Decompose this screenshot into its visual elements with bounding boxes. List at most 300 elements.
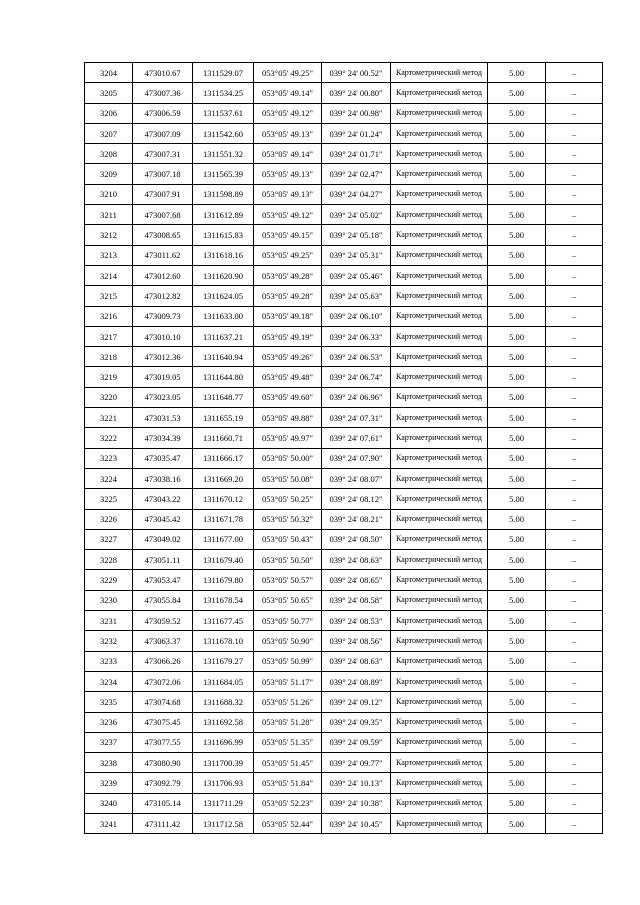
accuracy-cell: 5.00 — [488, 692, 546, 712]
y-coordinate-cell: 1311644.80 — [193, 367, 254, 387]
note-cell: – — [546, 123, 603, 143]
latitude-cell: 053°05' 50.32" — [254, 509, 322, 529]
table-row — [85, 631, 603, 651]
y-coordinate-cell: 1311615.83 — [193, 225, 254, 245]
accuracy-cell: 5.00 — [488, 671, 546, 691]
y-coordinate-cell: 1311648.77 — [193, 387, 254, 407]
point-number-cell: 3215 — [85, 286, 133, 306]
accuracy-cell: 5.00 — [488, 387, 546, 407]
table-body — [85, 63, 603, 834]
x-coordinate-cell: 473080.90 — [133, 753, 193, 773]
accuracy-cell: 5.00 — [488, 590, 546, 610]
accuracy-cell: 5.00 — [488, 468, 546, 488]
note-cell: – — [546, 205, 603, 225]
method-cell: Картометрический метод — [391, 509, 488, 529]
y-coordinate-cell: 1311633.00 — [193, 306, 254, 326]
accuracy-cell: 5.00 — [488, 184, 546, 204]
point-number-cell: 3221 — [85, 408, 133, 428]
longitude-cell: 039° 24' 07.31" — [322, 408, 391, 428]
method-cell: Картометрический метод — [391, 753, 488, 773]
point-number-cell: 3228 — [85, 550, 133, 570]
note-cell: – — [546, 509, 603, 529]
point-number-cell: 3217 — [85, 326, 133, 346]
method-cell: Картометрический метод — [391, 651, 488, 671]
note-cell: – — [546, 387, 603, 407]
method-cell: Картометрический метод — [391, 631, 488, 651]
longitude-cell: 039° 24' 05.63" — [322, 286, 391, 306]
x-coordinate-cell: 473074.68 — [133, 692, 193, 712]
note-cell: – — [546, 265, 603, 285]
table-row — [85, 651, 603, 671]
table-row — [85, 428, 603, 448]
table-row — [85, 448, 603, 468]
point-number-cell: 3224 — [85, 468, 133, 488]
point-number-cell: 3237 — [85, 732, 133, 752]
latitude-cell: 053°05' 50.90" — [254, 631, 322, 651]
note-cell: – — [546, 245, 603, 265]
latitude-cell: 053°05' 49.60" — [254, 387, 322, 407]
method-cell: Картометрический метод — [391, 529, 488, 549]
longitude-cell: 039° 24' 08.63" — [322, 550, 391, 570]
accuracy-cell: 5.00 — [488, 347, 546, 367]
method-cell: Картометрический метод — [391, 773, 488, 793]
accuracy-cell: 5.00 — [488, 529, 546, 549]
note-cell: – — [546, 590, 603, 610]
accuracy-cell: 5.00 — [488, 793, 546, 813]
note-cell: – — [546, 671, 603, 691]
method-cell: Картометрический метод — [391, 408, 488, 428]
accuracy-cell: 5.00 — [488, 428, 546, 448]
longitude-cell: 039° 24' 06.74" — [322, 367, 391, 387]
accuracy-cell: 5.00 — [488, 509, 546, 529]
y-coordinate-cell: 1311677.45 — [193, 611, 254, 631]
table-row — [85, 692, 603, 712]
x-coordinate-cell: 473007.91 — [133, 184, 193, 204]
note-cell: – — [546, 773, 603, 793]
point-number-cell: 3239 — [85, 773, 133, 793]
x-coordinate-cell: 473045.42 — [133, 509, 193, 529]
x-coordinate-cell: 473011.62 — [133, 245, 193, 265]
point-number-cell: 3229 — [85, 570, 133, 590]
latitude-cell: 053°05' 50.65" — [254, 590, 322, 610]
table-row — [85, 529, 603, 549]
point-number-cell: 3233 — [85, 651, 133, 671]
x-coordinate-cell: 473055.84 — [133, 590, 193, 610]
latitude-cell: 053°05' 52.44" — [254, 813, 322, 833]
point-number-cell: 3225 — [85, 489, 133, 509]
note-cell: – — [546, 550, 603, 570]
accuracy-cell: 5.00 — [488, 813, 546, 833]
x-coordinate-cell: 473007.18 — [133, 164, 193, 184]
point-number-cell: 3231 — [85, 611, 133, 631]
method-cell: Картометрический метод — [391, 245, 488, 265]
table-row — [85, 793, 603, 813]
x-coordinate-cell: 473031.53 — [133, 408, 193, 428]
y-coordinate-cell: 1311537.61 — [193, 103, 254, 123]
table-row — [85, 347, 603, 367]
point-number-cell: 3226 — [85, 509, 133, 529]
x-coordinate-cell: 473059.52 — [133, 611, 193, 631]
table-row — [85, 286, 603, 306]
note-cell: – — [546, 428, 603, 448]
method-cell: Картометрический метод — [391, 205, 488, 225]
note-cell: – — [546, 83, 603, 103]
method-cell: Картометрический метод — [391, 123, 488, 143]
note-cell: – — [546, 468, 603, 488]
table-row — [85, 671, 603, 691]
note-cell: – — [546, 753, 603, 773]
method-cell: Картометрический метод — [391, 63, 488, 83]
accuracy-cell: 5.00 — [488, 205, 546, 225]
table-row — [85, 773, 603, 793]
longitude-cell: 039° 24' 10.13" — [322, 773, 391, 793]
latitude-cell: 053°05' 49.25" — [254, 63, 322, 83]
method-cell: Картометрический метод — [391, 306, 488, 326]
y-coordinate-cell: 1311529.07 — [193, 63, 254, 83]
x-coordinate-cell: 473009.73 — [133, 306, 193, 326]
method-cell: Картометрический метод — [391, 570, 488, 590]
accuracy-cell: 5.00 — [488, 651, 546, 671]
x-coordinate-cell: 473007.09 — [133, 123, 193, 143]
latitude-cell: 053°05' 49.25" — [254, 245, 322, 265]
y-coordinate-cell: 1311660.71 — [193, 428, 254, 448]
method-cell: Картометрический метод — [391, 326, 488, 346]
accuracy-cell: 5.00 — [488, 773, 546, 793]
latitude-cell: 053°05' 49.12" — [254, 205, 322, 225]
latitude-cell: 053°05' 50.00" — [254, 448, 322, 468]
method-cell: Картометрический метод — [391, 813, 488, 833]
point-number-cell: 3204 — [85, 63, 133, 83]
point-number-cell: 3227 — [85, 529, 133, 549]
longitude-cell: 039° 24' 00.98" — [322, 103, 391, 123]
table-row — [85, 468, 603, 488]
note-cell: – — [546, 692, 603, 712]
longitude-cell: 039° 24' 05.46" — [322, 265, 391, 285]
point-number-cell: 3223 — [85, 448, 133, 468]
accuracy-cell: 5.00 — [488, 408, 546, 428]
latitude-cell: 053°05' 51.17" — [254, 671, 322, 691]
table-row — [85, 367, 603, 387]
longitude-cell: 039° 24' 09.12" — [322, 692, 391, 712]
method-cell: Картометрический метод — [391, 611, 488, 631]
method-cell: Картометрический метод — [391, 347, 488, 367]
table-row — [85, 184, 603, 204]
method-cell: Картометрический метод — [391, 712, 488, 732]
point-number-cell: 3222 — [85, 428, 133, 448]
x-coordinate-cell: 473006.59 — [133, 103, 193, 123]
table-row — [85, 509, 603, 529]
latitude-cell: 053°05' 51.35" — [254, 732, 322, 752]
point-number-cell: 3207 — [85, 123, 133, 143]
y-coordinate-cell: 1311666.17 — [193, 448, 254, 468]
table-row — [85, 205, 603, 225]
method-cell: Картометрический метод — [391, 793, 488, 813]
point-number-cell: 3216 — [85, 306, 133, 326]
accuracy-cell: 5.00 — [488, 144, 546, 164]
note-cell: – — [546, 611, 603, 631]
table-row — [85, 590, 603, 610]
accuracy-cell: 5.00 — [488, 286, 546, 306]
point-number-cell: 3234 — [85, 671, 133, 691]
longitude-cell: 039° 24' 01.24" — [322, 123, 391, 143]
method-cell: Картометрический метод — [391, 732, 488, 752]
point-number-cell: 3214 — [85, 265, 133, 285]
latitude-cell: 053°05' 50.08" — [254, 468, 322, 488]
x-coordinate-cell: 473111.42 — [133, 813, 193, 833]
longitude-cell: 039° 24' 05.02" — [322, 205, 391, 225]
x-coordinate-cell: 473012.60 — [133, 265, 193, 285]
accuracy-cell: 5.00 — [488, 326, 546, 346]
longitude-cell: 039° 24' 04.27" — [322, 184, 391, 204]
longitude-cell: 039° 24' 09.77" — [322, 753, 391, 773]
method-cell: Картометрический метод — [391, 83, 488, 103]
method-cell: Картометрический метод — [391, 448, 488, 468]
latitude-cell: 053°05' 49.12" — [254, 103, 322, 123]
latitude-cell: 053°05' 49.97" — [254, 428, 322, 448]
y-coordinate-cell: 1311692.58 — [193, 712, 254, 732]
latitude-cell: 053°05' 49.13" — [254, 184, 322, 204]
y-coordinate-cell: 1311612.89 — [193, 205, 254, 225]
x-coordinate-cell: 473007.31 — [133, 144, 193, 164]
table-row — [85, 732, 603, 752]
latitude-cell: 053°05' 50.99" — [254, 651, 322, 671]
longitude-cell: 039° 24' 09.35" — [322, 712, 391, 732]
latitude-cell: 053°05' 50.77" — [254, 611, 322, 631]
y-coordinate-cell: 1311640.94 — [193, 347, 254, 367]
y-coordinate-cell: 1311618.16 — [193, 245, 254, 265]
y-coordinate-cell: 1311706.93 — [193, 773, 254, 793]
latitude-cell: 053°05' 50.57" — [254, 570, 322, 590]
y-coordinate-cell: 1311565.39 — [193, 164, 254, 184]
method-cell: Картометрический метод — [391, 671, 488, 691]
point-number-cell: 3211 — [85, 205, 133, 225]
y-coordinate-cell: 1311669.20 — [193, 468, 254, 488]
x-coordinate-cell: 473053.47 — [133, 570, 193, 590]
y-coordinate-cell: 1311671.78 — [193, 509, 254, 529]
y-coordinate-cell: 1311696.99 — [193, 732, 254, 752]
point-number-cell: 3220 — [85, 387, 133, 407]
longitude-cell: 039° 24' 00.52" — [322, 63, 391, 83]
longitude-cell: 039° 24' 08.65" — [322, 570, 391, 590]
x-coordinate-cell: 473007.68 — [133, 205, 193, 225]
table-row — [85, 753, 603, 773]
x-coordinate-cell: 473049.02 — [133, 529, 193, 549]
note-cell: – — [546, 103, 603, 123]
longitude-cell: 039° 24' 08.07" — [322, 468, 391, 488]
x-coordinate-cell: 473010.10 — [133, 326, 193, 346]
note-cell: – — [546, 306, 603, 326]
longitude-cell: 039° 24' 06.96" — [322, 387, 391, 407]
point-number-cell: 3218 — [85, 347, 133, 367]
table-row — [85, 245, 603, 265]
x-coordinate-cell: 473035.47 — [133, 448, 193, 468]
longitude-cell: 039° 24' 01.71" — [322, 144, 391, 164]
note-cell: – — [546, 448, 603, 468]
y-coordinate-cell: 1311700.39 — [193, 753, 254, 773]
point-number-cell: 3238 — [85, 753, 133, 773]
accuracy-cell: 5.00 — [488, 306, 546, 326]
table-row — [85, 144, 603, 164]
y-coordinate-cell: 1311678.10 — [193, 631, 254, 651]
note-cell: – — [546, 489, 603, 509]
longitude-cell: 039° 24' 07.61" — [322, 428, 391, 448]
longitude-cell: 039° 24' 00.80" — [322, 83, 391, 103]
coordinates-table — [84, 62, 603, 834]
latitude-cell: 053°05' 49.13" — [254, 164, 322, 184]
longitude-cell: 039° 24' 08.53" — [322, 611, 391, 631]
note-cell: – — [546, 793, 603, 813]
y-coordinate-cell: 1311637.21 — [193, 326, 254, 346]
table-row — [85, 489, 603, 509]
note-cell: – — [546, 367, 603, 387]
method-cell: Картометрический метод — [391, 103, 488, 123]
method-cell: Картометрический метод — [391, 692, 488, 712]
x-coordinate-cell: 473010.67 — [133, 63, 193, 83]
method-cell: Картометрический метод — [391, 164, 488, 184]
y-coordinate-cell: 1311677.00 — [193, 529, 254, 549]
method-cell: Картометрический метод — [391, 387, 488, 407]
longitude-cell: 039° 24' 05.18" — [322, 225, 391, 245]
x-coordinate-cell: 473012.36 — [133, 347, 193, 367]
longitude-cell: 039° 24' 10.45" — [322, 813, 391, 833]
table-row — [85, 813, 603, 833]
latitude-cell: 053°05' 50.43" — [254, 529, 322, 549]
accuracy-cell: 5.00 — [488, 732, 546, 752]
latitude-cell: 053°05' 50.25" — [254, 489, 322, 509]
y-coordinate-cell: 1311534.25 — [193, 83, 254, 103]
method-cell: Картометрический метод — [391, 225, 488, 245]
point-number-cell: 3213 — [85, 245, 133, 265]
y-coordinate-cell: 1311712.58 — [193, 813, 254, 833]
note-cell: – — [546, 732, 603, 752]
x-coordinate-cell: 473092.79 — [133, 773, 193, 793]
x-coordinate-cell: 473007.36 — [133, 83, 193, 103]
accuracy-cell: 5.00 — [488, 753, 546, 773]
point-number-cell: 3232 — [85, 631, 133, 651]
point-number-cell: 3236 — [85, 712, 133, 732]
note-cell: – — [546, 408, 603, 428]
point-number-cell: 3241 — [85, 813, 133, 833]
method-cell: Картометрический метод — [391, 550, 488, 570]
accuracy-cell: 5.00 — [488, 265, 546, 285]
y-coordinate-cell: 1311670.12 — [193, 489, 254, 509]
point-number-cell: 3212 — [85, 225, 133, 245]
accuracy-cell: 5.00 — [488, 63, 546, 83]
y-coordinate-cell: 1311679.27 — [193, 651, 254, 671]
longitude-cell: 039° 24' 08.12" — [322, 489, 391, 509]
y-coordinate-cell: 1311655.19 — [193, 408, 254, 428]
table-row — [85, 83, 603, 103]
longitude-cell: 039° 24' 02.47" — [322, 164, 391, 184]
y-coordinate-cell: 1311678.54 — [193, 590, 254, 610]
table-row — [85, 164, 603, 184]
latitude-cell: 053°05' 49.18" — [254, 306, 322, 326]
note-cell: – — [546, 184, 603, 204]
table-row — [85, 265, 603, 285]
longitude-cell: 039° 24' 08.58" — [322, 590, 391, 610]
point-number-cell: 3235 — [85, 692, 133, 712]
note-cell: – — [546, 144, 603, 164]
method-cell: Картометрический метод — [391, 489, 488, 509]
note-cell: – — [546, 570, 603, 590]
accuracy-cell: 5.00 — [488, 164, 546, 184]
latitude-cell: 053°05' 51.26" — [254, 692, 322, 712]
accuracy-cell: 5.00 — [488, 611, 546, 631]
x-coordinate-cell: 473051.11 — [133, 550, 193, 570]
longitude-cell: 039° 24' 05.31" — [322, 245, 391, 265]
latitude-cell: 053°05' 49.15" — [254, 225, 322, 245]
x-coordinate-cell: 473038.16 — [133, 468, 193, 488]
note-cell: – — [546, 631, 603, 651]
note-cell: – — [546, 326, 603, 346]
x-coordinate-cell: 473043.22 — [133, 489, 193, 509]
latitude-cell: 053°05' 52.23" — [254, 793, 322, 813]
accuracy-cell: 5.00 — [488, 489, 546, 509]
accuracy-cell: 5.00 — [488, 245, 546, 265]
y-coordinate-cell: 1311684.05 — [193, 671, 254, 691]
latitude-cell: 053°05' 50.50" — [254, 550, 322, 570]
point-number-cell: 3240 — [85, 793, 133, 813]
latitude-cell: 053°05' 49.14" — [254, 144, 322, 164]
method-cell: Картометрический метод — [391, 184, 488, 204]
latitude-cell: 053°05' 49.19" — [254, 326, 322, 346]
y-coordinate-cell: 1311598.89 — [193, 184, 254, 204]
point-number-cell: 3208 — [85, 144, 133, 164]
y-coordinate-cell: 1311620.90 — [193, 265, 254, 285]
point-number-cell: 3210 — [85, 184, 133, 204]
latitude-cell: 053°05' 49.14" — [254, 83, 322, 103]
latitude-cell: 053°05' 49.26" — [254, 347, 322, 367]
note-cell: – — [546, 347, 603, 367]
table-row — [85, 225, 603, 245]
y-coordinate-cell: 1311542.60 — [193, 123, 254, 143]
latitude-cell: 053°05' 49.13" — [254, 123, 322, 143]
note-cell: – — [546, 529, 603, 549]
point-number-cell: 3230 — [85, 590, 133, 610]
longitude-cell: 039° 24' 08.21" — [322, 509, 391, 529]
method-cell: Картометрический метод — [391, 144, 488, 164]
latitude-cell: 053°05' 51.28" — [254, 712, 322, 732]
x-coordinate-cell: 473105.14 — [133, 793, 193, 813]
point-number-cell: 3206 — [85, 103, 133, 123]
table-row — [85, 550, 603, 570]
x-coordinate-cell: 473063.37 — [133, 631, 193, 651]
note-cell: – — [546, 63, 603, 83]
method-cell: Картометрический метод — [391, 265, 488, 285]
accuracy-cell: 5.00 — [488, 570, 546, 590]
table-row — [85, 570, 603, 590]
table-row — [85, 103, 603, 123]
table-row — [85, 712, 603, 732]
accuracy-cell: 5.00 — [488, 448, 546, 468]
longitude-cell: 039° 24' 06.33" — [322, 326, 391, 346]
y-coordinate-cell: 1311679.40 — [193, 550, 254, 570]
method-cell: Картометрический метод — [391, 590, 488, 610]
x-coordinate-cell: 473072.06 — [133, 671, 193, 691]
accuracy-cell: 5.00 — [488, 367, 546, 387]
point-number-cell: 3205 — [85, 83, 133, 103]
table-row — [85, 306, 603, 326]
method-cell: Картометрический метод — [391, 367, 488, 387]
y-coordinate-cell: 1311711.29 — [193, 793, 254, 813]
longitude-cell: 039° 24' 08.89" — [322, 671, 391, 691]
method-cell: Картометрический метод — [391, 468, 488, 488]
x-coordinate-cell: 473008.65 — [133, 225, 193, 245]
longitude-cell: 039° 24' 08.50" — [322, 529, 391, 549]
accuracy-cell: 5.00 — [488, 123, 546, 143]
latitude-cell: 053°05' 49.28" — [254, 286, 322, 306]
point-number-cell: 3209 — [85, 164, 133, 184]
